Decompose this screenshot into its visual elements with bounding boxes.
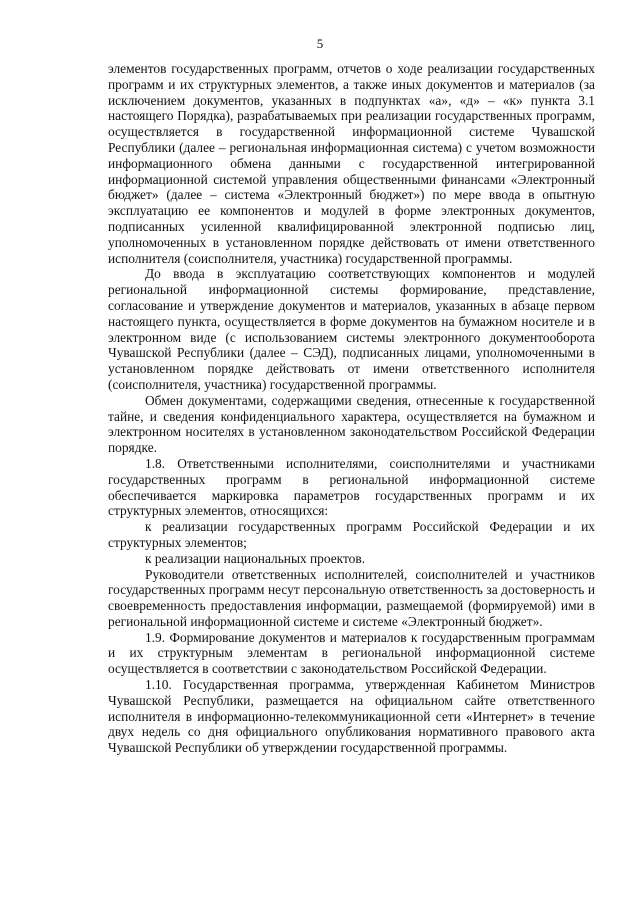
paragraph: Обмен документами, содержащими сведения, отнесенные к государственной тайне, и сведения конфиденциального характера, осуществляется на бумажном и электронном носителях в установленном законодательством Российской Федерации порядке. [108,392,595,456]
list-item: к реализации государственных программ Российской Федерации и их структурных элементов; [108,519,595,550]
page-number: 5 [316,36,324,51]
paragraph-continuation: элементов государственных программ, отчетов о ходе реализации государственных программ и их структурных элементов, а также иных документов и материалов (за исключением документов, указанных в подпунктах «а», «д» – «к» пункта 3.1 настоящего Порядка), разрабатываемых при реализации государственных программ, осуществляется в государственной информационной системе Чувашской Республики (далее – региональная информационная система) с учетом возможности информационного обмена данными с государственной интегрированной информационной системой управления общественными финансами «Электронный бюджет» (далее – система «Электронный бюджет») по мере ввода в опытную эксплуатацию ее компонентов и модулей в форме электронных документов, подписанных усиленной квалифицированной электронной подписью лиц, уполномоченных в установленном порядке действовать от имени ответственного исполнителя (соисполнителя, участника) государственной программы. [108,61,595,266]
paragraph-section-1-8: 1.8. Ответственными исполнителями, соисполнителями и участниками государственных программ в региональной информационной системе обеспечивается маркировка параметров государственных программ и их структурных элементов, относящихся: [108,455,595,519]
paragraph-section-1-10: 1.10. Государственная программа, утвержденная Кабинетом Министров Чувашской Республики, размещается на официальном сайте ответственного исполнителя в информационно-телекоммуникационной сети «Интернет» в течение двух недель со дня официального опубликования нормативного правового акта Чувашской Республики об утверждении государственной программы. [108,677,595,756]
list-item: к реализации национальных проектов. [145,550,366,566]
paragraph: Руководители ответственных исполнителей, соисполнителей и участников государственных программ несут персональную ответственность за достоверность и своевременность предоставления информации, размещаемой (формируемой) ими в региональной информационной системе и системе «Электронный бюджет». [108,566,595,629]
document-body [108,61,595,756]
paragraph-section-1-9: 1.9. Формирование документов и материалов к государственным программам и их структурным элементам в региональной информационной системе осуществляется в соответствии с законодательством Российской Федерации. [108,629,595,677]
paragraph: До ввода в эксплуатацию соответствующих компонентов и модулей региональной информационной системы формирование, представление, согласование и утверждение документов и материалов, указанных в абзаце первом настоящего пункта, осуществляется в форме документов на бумажном носителе и в электронном виде (с использованием системы электронного документооборота Чувашской Республики (далее – СЭД), подписанных лицами, уполномоченными в установленном порядке действовать от имени ответственного исполнителя (соисполнителя, участника) государственной программы. [108,266,595,392]
